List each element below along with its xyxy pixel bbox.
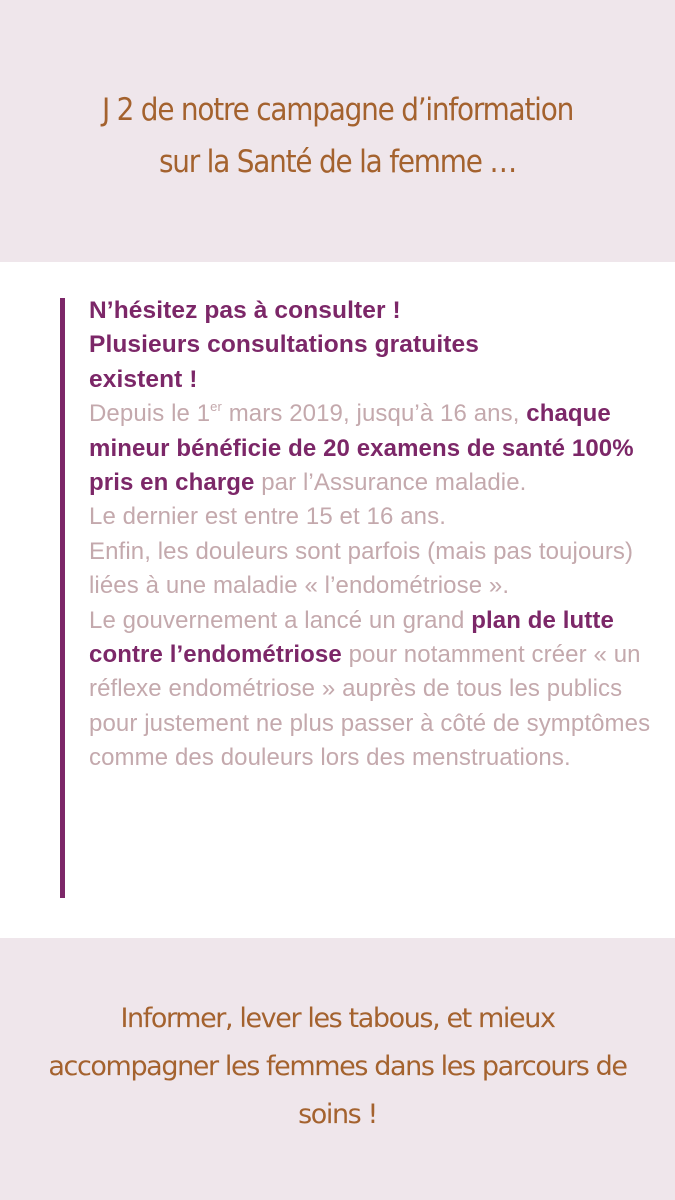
paragraph-4	[89, 604, 659, 776]
content-heading	[89, 294, 659, 397]
header-line-2: sur la Santé de la femme …	[158, 144, 517, 180]
heading-line-1: N’hésitez pas à consulter !	[89, 297, 401, 324]
paragraph-1-a: Depuis le 1	[89, 400, 211, 428]
paragraph-2: Le dernier est entre 15 et 16 ans.	[89, 503, 446, 531]
heading-line-2: Plusieurs consultations gratuites	[89, 331, 479, 359]
accent-bar	[60, 298, 65, 898]
paragraph-1-highlight: chaque mineur bénéficie de 20 examens de santé 100% pris en charge	[89, 400, 634, 497]
footer-text	[0, 995, 675, 1139]
paragraph-4-b: pour notamment créer « un réflexe endométriose » auprès de tous les publics pour justement ne plus passer à côté de symptômes comme des douleurs lors des menstruations.	[89, 641, 651, 772]
content-text	[89, 294, 659, 776]
paragraph-4-highlight: plan de lutte contre l’endométriose	[89, 606, 614, 669]
paragraph-3: Enfin, les douleurs sont parfois (mais pas toujours) liées à une maladie « l’endométriose ».	[89, 537, 634, 600]
footer-line-3: soins !	[298, 1099, 377, 1130]
paragraph-1-b: mars 2019, jusqu’à 16 ans,	[221, 400, 527, 428]
footer-line-2: accompagner les femmes dans les parcours de	[48, 1051, 627, 1082]
paragraph-1-c: par l’Assurance maladie.	[254, 469, 527, 497]
ordinal-superscript: er	[210, 399, 222, 415]
paragraph-4-a: Le gouvernement a lancé un grand	[89, 606, 472, 634]
heading-line-3: existent !	[89, 365, 198, 393]
paragraph-1	[89, 397, 659, 500]
header-title	[0, 84, 675, 188]
header-line-1: J 2 de notre campagne d’information	[101, 92, 574, 128]
footer-line-1: Informer, lever les tabous, et mieux	[120, 1003, 555, 1034]
